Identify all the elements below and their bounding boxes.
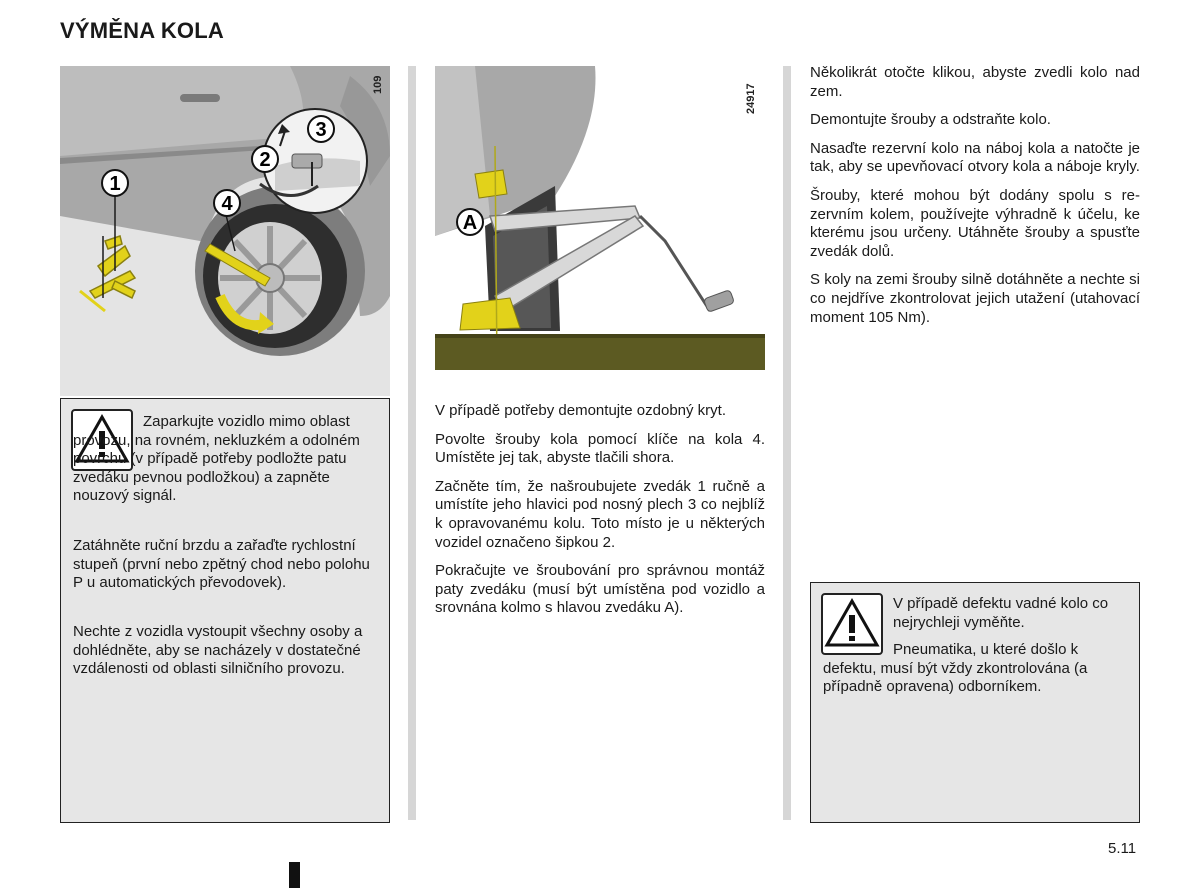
instruction-paragraph: S koly na zemi šrouby silně dotáhněte a nechte si co nejdříve zkontrolovat jejich utažení (utahovací moment 105 Nm). (810, 271, 1140, 326)
callout-2 (250, 144, 280, 174)
instruction-paragraph: Začněte tím, že našroubujete zvedák 1 ručně a umístíte jeho hlavici pod nosný plech 3 co nejblíž k opravovanému kolu. Toto místo je u některých vozidel označeno šipkou 2. (435, 477, 765, 551)
callout-4 (212, 188, 242, 218)
warning-paragraph: Nechte z vozidla vystoupit všechny osoby a dohlédněte, aby se nacházely v dostatečné vzdálenosti od oblasti silničního provozu. (73, 623, 363, 678)
instructions-right-column (810, 64, 1140, 337)
svg-text:4: 4 (221, 193, 233, 215)
figure-code: 109 (372, 75, 384, 94)
svg-text:2: 2 (259, 149, 271, 171)
instruction-paragraph: Demontujte šrouby a odstraňte kolo. (810, 111, 1051, 129)
svg-text:A: A (462, 212, 478, 234)
figure-jack-under-car (435, 66, 765, 382)
instruction-paragraph: Několikrát otočte klikou, abyste zvedli kolo nad zem. (810, 64, 1140, 100)
instruction-paragraph: Šrouby, které mohou být dodány spolu s rezervním kolem, používejte výhradně k účelu, ke kterému jsou určeny. Utáhněte šrouby a spusťte zvedák dolů. (810, 186, 1140, 260)
column-separator (408, 66, 416, 820)
warning-paragraph: V případě defektu vadné kolo co nejrychleji vyměňte. (893, 595, 1109, 631)
figure-code: 24917 (745, 83, 757, 114)
callout-1 (100, 168, 130, 198)
page-edge-marker (289, 862, 300, 888)
svg-text:3: 3 (315, 119, 327, 141)
instruction-paragraph: Nasaďte rezervní kolo na náboj kola a natočte je tak, aby se upevňovací otvory kola a náboje kryly. (810, 139, 1140, 176)
page-number: 5.11 (1108, 840, 1137, 857)
instructions-middle-column (435, 402, 765, 628)
warning-box-safety (60, 398, 390, 823)
warning-paragraph: Zaparkujte vozidlo mimo oblast provozu, na rovném, nekluzkém a odolném povrchu (v případě potřeby podložte patu zvedáku pevnou podložkou) a zapněte nouzový signál. (73, 413, 360, 505)
warning-box-defect (810, 582, 1140, 823)
instruction-paragraph: V případě potřeby demontujte ozdobný kryt. (435, 402, 727, 419)
instruction-paragraph: Povolte šrouby kola pomocí klíče na kola 4. Umístěte jej tak, abyste tlačili shora. (435, 430, 765, 467)
column-separator (783, 66, 791, 820)
figure-jack-position (60, 66, 390, 396)
warning-paragraph: Pneumatika, u které došlo k defektu, musí být vždy zkontrolována (a případně opravena) odborníkem. (823, 641, 1088, 696)
callout-a (455, 207, 485, 237)
car-jack-illustration (60, 66, 390, 396)
warning-paragraph: Zatáhněte ruční brzdu a zařaďte rychlostní stupeň (první nebo zpětný chod nebo polohu P u automatických převodovek). (73, 537, 370, 592)
instruction-paragraph: Pokračujte ve šroubování pro správnou montáž paty zvedáku (musí být umístěna pod vozidlo a srovnána kolmo s hlavou zvedáku A). (435, 562, 765, 617)
page-title: VÝMĚNA KOLA (60, 18, 224, 43)
svg-text:1: 1 (109, 173, 121, 195)
callout-3 (306, 114, 336, 144)
